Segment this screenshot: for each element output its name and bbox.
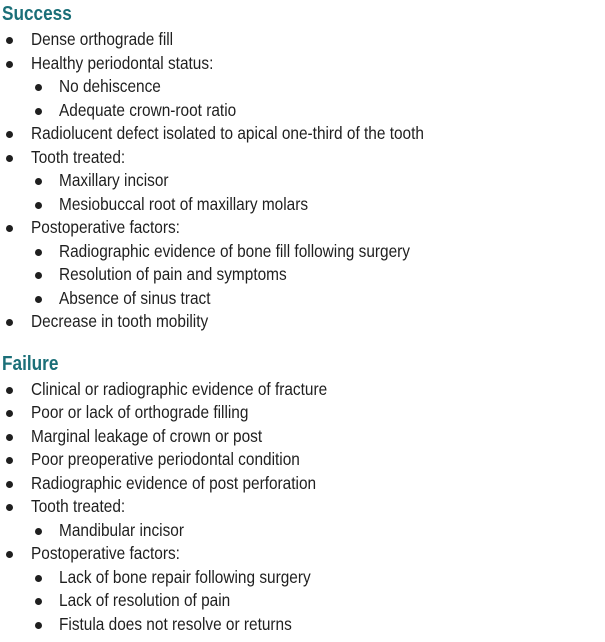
list-item: Marginal leakage of crown or post: [2, 425, 605, 449]
bullet-icon: [6, 410, 13, 417]
sub-list-item: Maxillary incisor: [2, 169, 605, 193]
bullet-icon: [35, 598, 42, 605]
failure-heading: Failure: [2, 352, 59, 375]
bullet-icon: [6, 319, 13, 326]
sub-list-item: Lack of bone repair following surgery: [2, 566, 605, 590]
list-item: Radiographic evidence of post perforation: [2, 472, 605, 496]
list-item: Clinical or radiographic evidence of fracture: [2, 378, 605, 402]
list-item: Postoperative factors:: [2, 542, 605, 566]
sub-list-item: Mandibular incisor: [2, 519, 605, 543]
bullet-icon: [6, 387, 13, 394]
sub-list-item: Mesiobuccal root of maxillary molars: [2, 193, 605, 217]
bullet-icon: [35, 272, 42, 279]
list-item: Poor or lack of orthograde filling: [2, 401, 605, 425]
sub-list-item: Adequate crown-root ratio: [2, 99, 605, 123]
bullet-icon: [35, 622, 42, 629]
bullet-icon: [35, 84, 42, 91]
bullet-icon: [6, 131, 13, 138]
list-item: Tooth treated:: [2, 495, 605, 519]
bullet-icon: [35, 108, 42, 115]
bullet-icon: [35, 575, 42, 582]
sub-list-item: Fistula does not resolve or returns: [2, 613, 605, 637]
bullet-icon: [6, 225, 13, 232]
success-list: [2, 28, 605, 334]
bullet-icon: [35, 528, 42, 535]
bullet-icon: [6, 61, 13, 68]
list-item: Radiolucent defect isolated to apical one-third of the tooth: [2, 122, 605, 146]
list-item: Decrease in tooth mobility: [2, 310, 605, 334]
sub-list-item: No dehiscence: [2, 75, 605, 99]
bullet-icon: [6, 37, 13, 44]
bullet-icon: [6, 481, 13, 488]
list-item: Healthy periodontal status:: [2, 52, 605, 76]
bullet-icon: [6, 457, 13, 464]
bullet-icon: [35, 178, 42, 185]
failure-list: [2, 378, 605, 637]
list-item: Poor preoperative periodontal condition: [2, 448, 605, 472]
bullet-icon: [6, 551, 13, 558]
list-item: Dense orthograde fill: [2, 28, 605, 52]
sub-list-item: Lack of resolution of pain: [2, 589, 605, 613]
bullet-icon: [6, 155, 13, 162]
list-item: Tooth treated:: [2, 146, 605, 170]
sub-list-item: Resolution of pain and symptoms: [2, 263, 605, 287]
sub-list-item: Radiographic evidence of bone fill following surgery: [2, 240, 605, 264]
bullet-icon: [6, 434, 13, 441]
bullet-icon: [35, 202, 42, 209]
sub-list-item: Absence of sinus tract: [2, 287, 605, 311]
bullet-icon: [35, 249, 42, 256]
bullet-icon: [35, 296, 42, 303]
success-heading: Success: [2, 3, 72, 25]
list-item: Postoperative factors:: [2, 216, 605, 240]
bullet-icon: [6, 504, 13, 511]
